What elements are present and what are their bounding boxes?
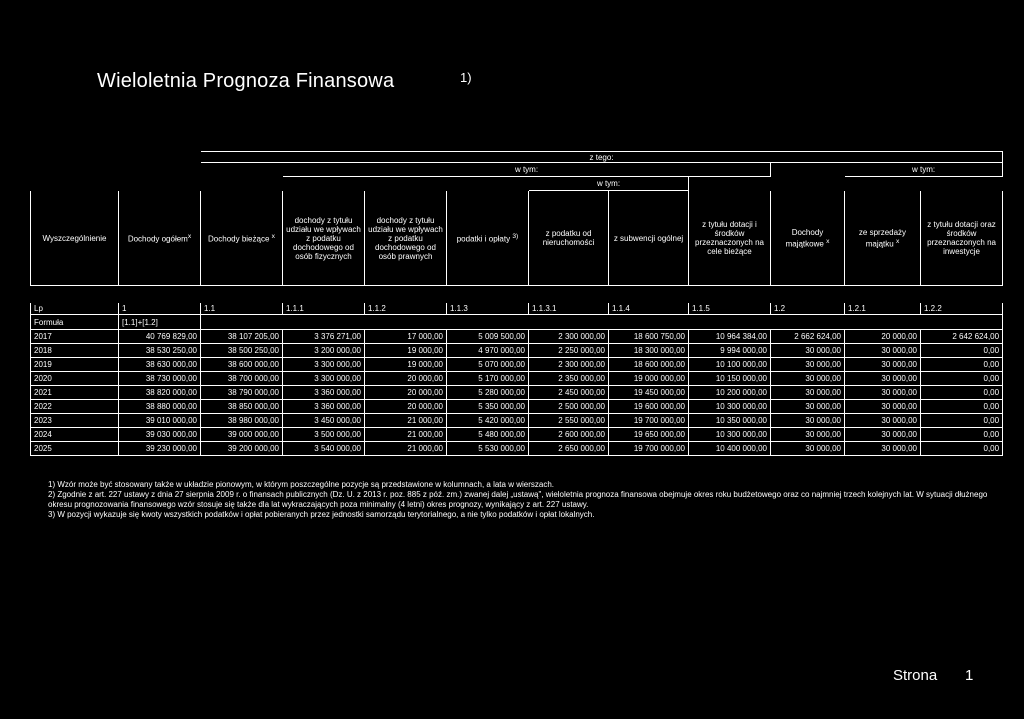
- lp-cell: 1.1.3: [447, 303, 529, 315]
- value-cell: 19 700 000,00: [609, 414, 689, 428]
- value-cell: 5 480 000,00: [447, 428, 529, 442]
- lp-cell: 1.1.5: [689, 303, 771, 315]
- value-cell: 38 980 000,00: [201, 414, 283, 428]
- year-cell: 2023: [31, 414, 119, 428]
- lp-row: [31, 303, 1003, 315]
- lp-cell: 1: [119, 303, 201, 315]
- value-cell: 21 000,00: [365, 442, 447, 456]
- col-header-podatki: podatki i opłaty $^{3)}$: [447, 191, 529, 286]
- value-cell: 3 450 000,00: [283, 414, 365, 428]
- value-cell: 10 300 000,00: [689, 428, 771, 442]
- value-cell: 0,00: [921, 442, 1003, 456]
- table-row: [31, 372, 1003, 386]
- value-cell: 20 000,00: [845, 330, 921, 344]
- formula-label: Formuła: [31, 315, 119, 330]
- value-cell: 5 280 000,00: [447, 386, 529, 400]
- value-cell: 3 540 000,00: [283, 442, 365, 456]
- col-header-dochody-majatkowe: Dochody majątkowe $^x$: [771, 191, 845, 286]
- value-cell: 20 000,00: [365, 372, 447, 386]
- value-cell: 20 000,00: [365, 386, 447, 400]
- value-cell: 17 000,00: [365, 330, 447, 344]
- value-cell: 2 650 000,00: [529, 442, 609, 456]
- value-cell: 38 107 205,00: [201, 330, 283, 344]
- lp-cell: 1.1.1: [283, 303, 365, 315]
- page-label: Strona: [893, 667, 938, 684]
- lp-cell: 1.1.3.1: [529, 303, 609, 315]
- table-row: [31, 344, 1003, 358]
- value-cell: 30 000,00: [845, 358, 921, 372]
- value-cell: 3 300 000,00: [283, 372, 365, 386]
- lp-cell: 1.1: [201, 303, 283, 315]
- value-cell: 5 420 000,00: [447, 414, 529, 428]
- year-cell: 2017: [31, 330, 119, 344]
- value-cell: 38 730 000,00: [119, 372, 201, 386]
- year-cell: 2022: [31, 400, 119, 414]
- value-cell: 0,00: [921, 344, 1003, 358]
- value-cell: 3 360 000,00: [283, 400, 365, 414]
- value-cell: 38 820 000,00: [119, 386, 201, 400]
- col-header-dochody-ogolem: Dochody ogółem$^x$: [119, 191, 201, 286]
- value-cell: 2 300 000,00: [529, 330, 609, 344]
- value-cell: 2 662 624,00: [771, 330, 845, 344]
- value-cell: 10 400 000,00: [689, 442, 771, 456]
- footnote-1: 1) Wzór może być stosowany także w układzie pionowym, w którym poszczególne pozycje są przedstawione w kolumnach, a lata w wierszach.: [48, 480, 554, 489]
- value-cell: 10 964 384,00: [689, 330, 771, 344]
- value-cell: 39 230 000,00: [119, 442, 201, 456]
- value-cell: 2 500 000,00: [529, 400, 609, 414]
- value-cell: 0,00: [921, 414, 1003, 428]
- value-cell: 5 350 000,00: [447, 400, 529, 414]
- col-header-dotacje-inwestycje: z tytułu dotacji oraz środków przeznaczonych na inwestycje: [921, 191, 1003, 286]
- table-row: [31, 428, 1003, 442]
- value-cell: 10 150 000,00: [689, 372, 771, 386]
- col-header-dotacje-biezace: z tytułu dotacji i środków przeznaczonych na cele bieżące: [689, 191, 771, 286]
- table-row: [31, 442, 1003, 456]
- col-header-wyszczegolnienie: Wyszczególnienie: [31, 191, 119, 286]
- value-cell: 0,00: [921, 428, 1003, 442]
- value-cell: 30 000,00: [771, 358, 845, 372]
- value-cell: 10 200 000,00: [689, 386, 771, 400]
- value-cell: 30 000,00: [771, 344, 845, 358]
- value-cell: 2 300 000,00: [529, 358, 609, 372]
- value-cell: 39 030 000,00: [119, 428, 201, 442]
- footnote-2: 2) Zgodnie z art. 227 ustawy z dnia 27 sierpnia 2009 r. o finansach publicznych (Dz. U. z 2013 r. poz. 885 z póź. zm.) zwanej dalej „ustawą", wieloletnia prognoza finansowa obejmuje okres roku budżetowego oraz co najmniej trzech kolejnych lat. W sytuacji dłużnego okresu prognozowania finansowego wzór stosuje się także dla lat wykraczających poza minimalny (4 letni) okres prognozy, wynikający z art. 227 ustawy.: [48, 490, 988, 509]
- table-row: [31, 414, 1003, 428]
- column-header-row: [31, 191, 1003, 286]
- value-cell: 10 100 000,00: [689, 358, 771, 372]
- value-cell: 30 000,00: [771, 414, 845, 428]
- lp-cell: 1.1.4: [609, 303, 689, 315]
- table-row: [31, 386, 1003, 400]
- col-header-pit: dochody z tytułu udziału we wpływach z podatku dochodowego od osób fizycznych: [283, 191, 365, 286]
- col-header-cit: dochody z tytułu udziału we wpływach z podatku dochodowego od osób prawnych: [365, 191, 447, 286]
- value-cell: 0,00: [921, 358, 1003, 372]
- year-cell: 2019: [31, 358, 119, 372]
- col-header-sprzedaz: ze sprzedaży majątku $^x$: [845, 191, 921, 286]
- value-cell: 18 300 000,00: [609, 344, 689, 358]
- value-cell: 38 600 000,00: [201, 358, 283, 372]
- year-cell: 2018: [31, 344, 119, 358]
- value-cell: 4 970 000,00: [447, 344, 529, 358]
- value-cell: 10 300 000,00: [689, 400, 771, 414]
- value-cell: 3 300 000,00: [283, 358, 365, 372]
- formula-empty: [201, 315, 1003, 330]
- value-cell: 38 530 250,00: [119, 344, 201, 358]
- year-cell: 2021: [31, 386, 119, 400]
- value-cell: 30 000,00: [845, 400, 921, 414]
- value-cell: 38 880 000,00: [119, 400, 201, 414]
- value-cell: 19 000,00: [365, 358, 447, 372]
- value-cell: 3 200 000,00: [283, 344, 365, 358]
- value-cell: 19 000,00: [365, 344, 447, 358]
- value-cell: 18 600 000,00: [609, 358, 689, 372]
- table-row: [31, 400, 1003, 414]
- year-cell: 2024: [31, 428, 119, 442]
- value-cell: 2 550 000,00: [529, 414, 609, 428]
- value-cell: 21 000,00: [365, 428, 447, 442]
- header-z-tego: z tego:: [201, 152, 1003, 163]
- page-number: 1: [965, 667, 974, 684]
- header-w-tym-taxes: w tym:: [529, 177, 689, 191]
- value-cell: 30 000,00: [845, 386, 921, 400]
- value-cell: 3 360 000,00: [283, 386, 365, 400]
- value-cell: 38 700 000,00: [201, 372, 283, 386]
- value-cell: 2 642 624,00: [921, 330, 1003, 344]
- value-cell: 19 650 000,00: [609, 428, 689, 442]
- value-cell: 2 600 000,00: [529, 428, 609, 442]
- table-row: [31, 330, 1003, 344]
- value-cell: 30 000,00: [771, 386, 845, 400]
- value-cell: 0,00: [921, 372, 1003, 386]
- value-cell: 19 000 000,00: [609, 372, 689, 386]
- col-header-dochody-biezace: Dochody bieżące $^x$: [201, 191, 283, 286]
- value-cell: 18 600 750,00: [609, 330, 689, 344]
- header-w-tym-capital: w tym:: [845, 163, 1003, 177]
- value-cell: 10 350 000,00: [689, 414, 771, 428]
- table-row: [31, 358, 1003, 372]
- value-cell: 5 170 000,00: [447, 372, 529, 386]
- value-cell: 39 000 000,00: [201, 428, 283, 442]
- lp-cell: Lp: [31, 303, 119, 315]
- value-cell: 19 600 000,00: [609, 400, 689, 414]
- value-cell: 30 000,00: [771, 428, 845, 442]
- value-cell: 19 450 000,00: [609, 386, 689, 400]
- value-cell: 38 850 000,00: [201, 400, 283, 414]
- formula-value: [1.1]+[1.2]: [119, 315, 201, 330]
- value-cell: 9 994 000,00: [689, 344, 771, 358]
- value-cell: 30 000,00: [845, 428, 921, 442]
- value-cell: 2 250 000,00: [529, 344, 609, 358]
- value-cell: 30 000,00: [771, 372, 845, 386]
- value-cell: 38 630 000,00: [119, 358, 201, 372]
- col-header-nieruchomosci: z podatku od nieruchomości: [529, 191, 609, 286]
- value-cell: 2 450 000,00: [529, 386, 609, 400]
- formula-row: [31, 315, 1003, 330]
- value-cell: 5 070 000,00: [447, 358, 529, 372]
- value-cell: 30 000,00: [771, 400, 845, 414]
- value-cell: 38 500 250,00: [201, 344, 283, 358]
- value-cell: 39 200 000,00: [201, 442, 283, 456]
- value-cell: 30 000,00: [845, 344, 921, 358]
- financial-forecast-table: [30, 151, 1003, 456]
- value-cell: 39 010 000,00: [119, 414, 201, 428]
- value-cell: 0,00: [921, 400, 1003, 414]
- page-title: Wieloletnia Prognoza Finansowa: [97, 70, 395, 92]
- year-cell: 2025: [31, 442, 119, 456]
- value-cell: 30 000,00: [845, 372, 921, 386]
- value-cell: 2 350 000,00: [529, 372, 609, 386]
- value-cell: 20 000,00: [365, 400, 447, 414]
- lp-cell: 1.1.2: [365, 303, 447, 315]
- lp-cell: 1.2: [771, 303, 845, 315]
- value-cell: 21 000,00: [365, 414, 447, 428]
- title-footnote-marker: 1): [460, 70, 472, 85]
- value-cell: 40 769 829,00: [119, 330, 201, 344]
- footnotes: [48, 480, 998, 520]
- value-cell: 5 530 000,00: [447, 442, 529, 456]
- value-cell: 38 790 000,00: [201, 386, 283, 400]
- value-cell: 3 376 271,00: [283, 330, 365, 344]
- value-cell: 30 000,00: [845, 442, 921, 456]
- lp-cell: 1.2.2: [921, 303, 1003, 315]
- value-cell: 30 000,00: [771, 442, 845, 456]
- footnote-3: 3) W pozycji wykazuje się kwoty wszystkich podatków i opłat pobieranych przez jednostki samorządu terytorialnego, a nie tylko podatków i opłat lokalnych.: [48, 510, 595, 519]
- col-header-subwencja: z subwencji ogólnej: [609, 191, 689, 286]
- value-cell: 30 000,00: [845, 414, 921, 428]
- header-w-tym-current: w tym:: [283, 163, 771, 177]
- value-cell: 0,00: [921, 386, 1003, 400]
- value-cell: 3 500 000,00: [283, 428, 365, 442]
- value-cell: 19 700 000,00: [609, 442, 689, 456]
- year-cell: 2020: [31, 372, 119, 386]
- lp-cell: 1.2.1: [845, 303, 921, 315]
- value-cell: 5 009 500,00: [447, 330, 529, 344]
